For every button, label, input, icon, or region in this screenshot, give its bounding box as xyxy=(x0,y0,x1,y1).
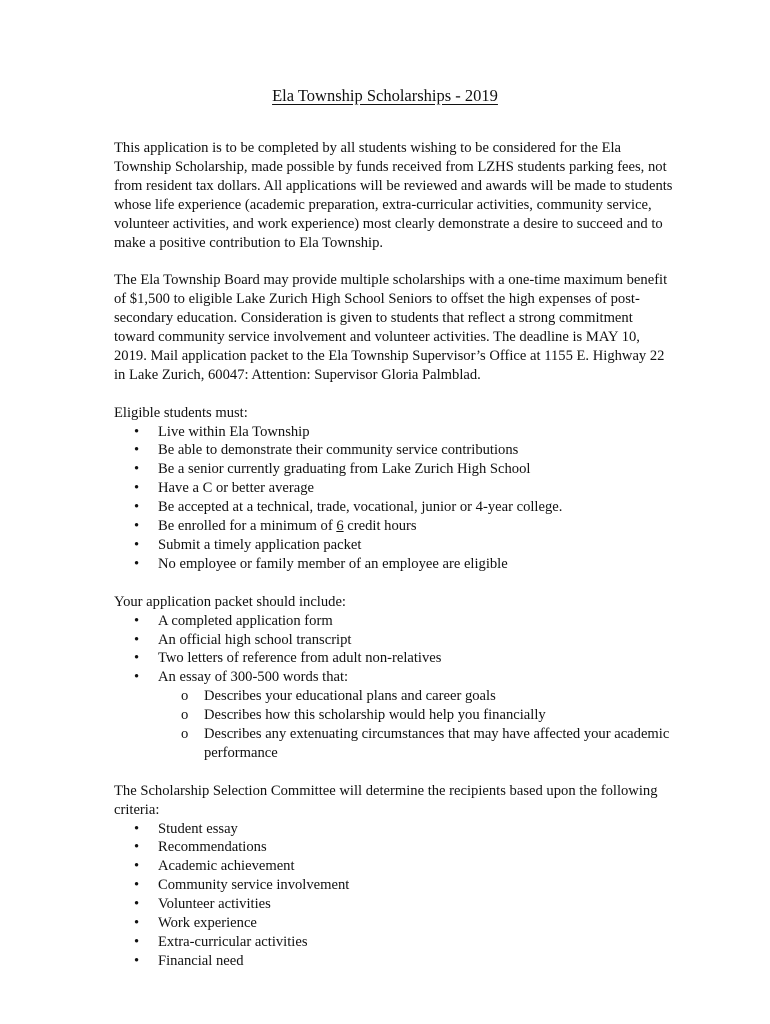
bullet-icon: • xyxy=(134,461,140,478)
bullet-icon: • xyxy=(134,537,140,553)
bullet-icon: • xyxy=(134,612,140,629)
list-item: • Academic achievement xyxy=(134,858,295,875)
list-item: • Student essay xyxy=(134,820,238,837)
list-item: • Submit a timely application packet xyxy=(134,537,362,553)
bullet-icon: • xyxy=(134,952,140,969)
bullet-icon: • xyxy=(134,442,140,459)
bullet-icon: • xyxy=(134,480,140,497)
list-item: • Be enrolled for a minimum of 6 credit hours xyxy=(134,518,417,535)
board-paragraph: The Ela Township Board may provide multiple scholarships with a one-time maximum benefit of $1,500 to eligible Lake Zurich High School Seniors to offset the high expenses of post-secondary education. Consideration is given to students that reflect a strong commitment toward community service involvement and volunteer activities. The deadline is MAY 10, 2019. Mail application packet to the Ela Township Supervisor’s Office at 1155 E. Highway 22 in Lake Zurich, 60047: Attention: Supervisor Gloria Palmblad. xyxy=(114,272,668,383)
bullet-icon: • xyxy=(134,631,140,648)
sub-bullet-icon: o xyxy=(181,707,189,724)
eligible-heading: Eligible students must: xyxy=(114,404,248,421)
list-item: • Work experience xyxy=(134,915,257,932)
packet-heading: Your application packet should include: xyxy=(114,593,346,610)
criteria-list xyxy=(114,820,674,971)
list-item: • Be accepted at a technical, trade, vocational, junior or 4-year college. xyxy=(134,499,563,516)
bullet-icon: • xyxy=(134,518,140,535)
list-item: • Recommendations xyxy=(134,839,267,856)
bullet-icon: • xyxy=(134,858,140,875)
credit-hours-number: 6 xyxy=(336,518,344,535)
bullet-icon: • xyxy=(134,915,140,932)
bullet-icon: • xyxy=(134,650,140,667)
bullet-icon: • xyxy=(134,896,140,913)
list-item: • Live within Ela Township xyxy=(134,423,310,440)
essay-sublist xyxy=(114,687,674,763)
packet-list xyxy=(114,612,674,688)
bullet-icon: • xyxy=(134,839,140,856)
list-item: • A completed application form xyxy=(134,612,333,629)
list-item: • An essay of 300-500 words that: xyxy=(134,669,349,686)
intro-paragraph: This application is to be completed by all students wishing to be considered for the Ela Township Scholarship, made possible by funds received from LZHS students parking fees, not from resident tax dollars. All applications will be reviewed and awards will be made to students whose life experience (academic preparation, extra-curricular activities, community service, volunteer activities, and work experience) most clearly demonstrate a desire to succeed and to make a positive contribution to Ela Township. xyxy=(114,140,673,251)
list-item: • Be able to demonstrate their community service contributions xyxy=(134,442,519,459)
list-item: • Two letters of reference from adult non-relatives xyxy=(134,650,442,667)
bullet-icon: • xyxy=(134,423,140,440)
list-item: • Volunteer activities xyxy=(134,896,271,913)
bullet-icon: • xyxy=(134,669,140,686)
list-item: • No employee or family member of an employee are eligible xyxy=(134,555,508,572)
list-item: • Community service involvement xyxy=(134,877,350,894)
list-item: • Have a C or better average xyxy=(134,480,314,497)
bullet-icon: • xyxy=(134,499,140,516)
document-body xyxy=(114,139,674,971)
list-item: • An official high school transcript xyxy=(134,631,352,648)
sub-list-item: o Describes your educational plans and career goals xyxy=(181,688,496,705)
bullet-icon: • xyxy=(134,877,140,894)
criteria-heading: The Scholarship Selection Committee will determine the recipients based upon the following criteria: xyxy=(114,782,658,818)
bullet-icon: • xyxy=(134,934,140,950)
bullet-icon: • xyxy=(134,820,140,837)
sub-bullet-icon: o xyxy=(181,688,189,705)
page-title: Ela Township Scholarships - 2019 xyxy=(272,86,498,105)
sub-list-item: o Describes how this scholarship would help you financially xyxy=(181,707,546,724)
list-item: • Be a senior currently graduating from Lake Zurich High School xyxy=(134,461,531,478)
eligible-list xyxy=(114,423,674,574)
list-item: • Financial need xyxy=(134,952,244,969)
bullet-icon: • xyxy=(134,555,140,572)
sub-list-item: o Describes any extenuating circumstances that may have affected your academic performance xyxy=(181,726,670,761)
list-item: • Extra-curricular activities xyxy=(134,934,308,950)
sub-bullet-icon: o xyxy=(181,726,189,743)
